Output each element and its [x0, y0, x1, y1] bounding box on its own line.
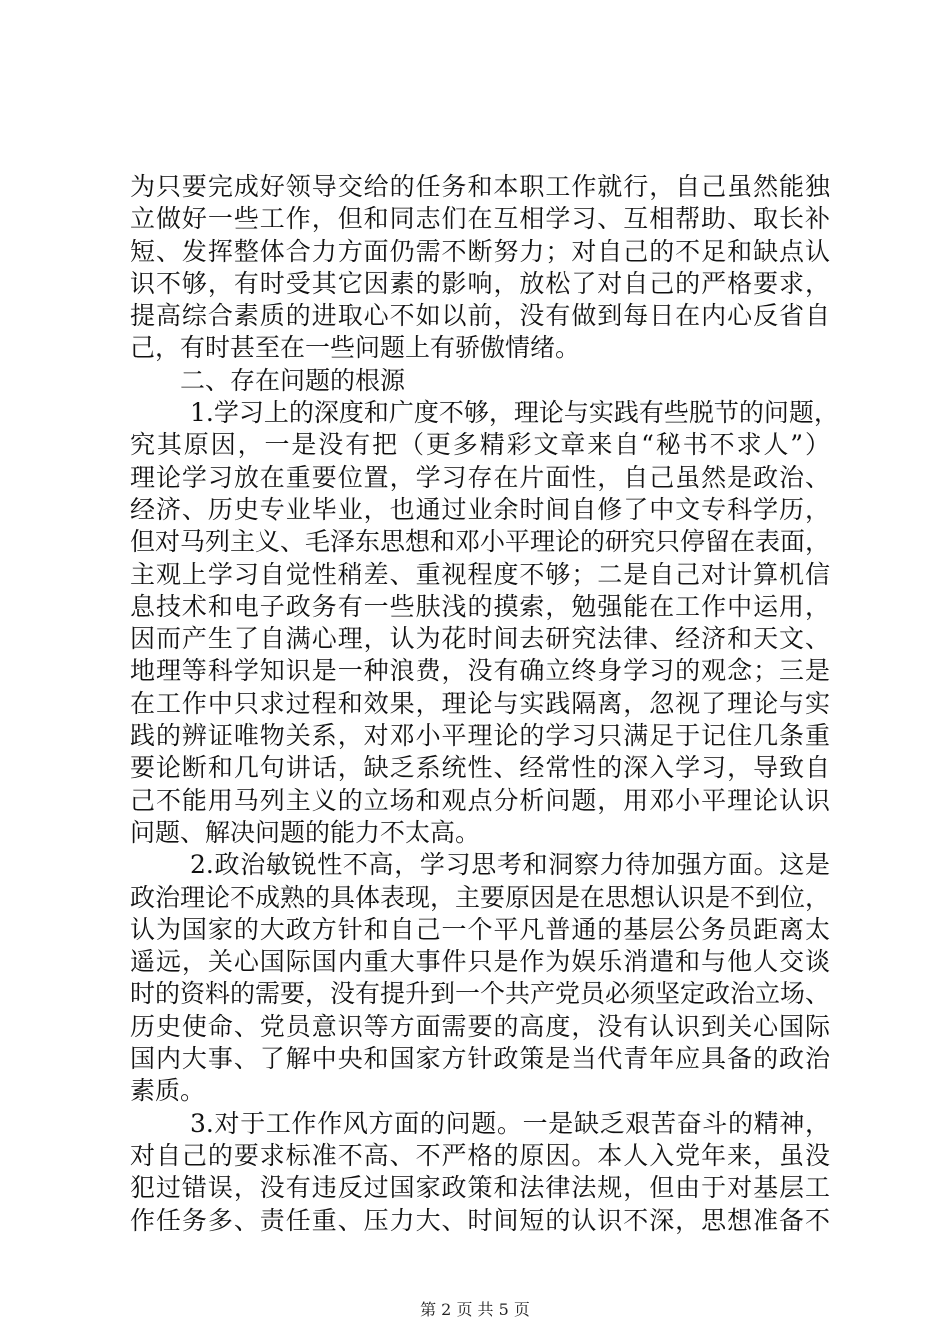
- paragraph-item-2: [130, 849, 830, 1107]
- paragraph-item-1: [130, 397, 839, 849]
- text-line: 究其原因，一是没有把（更多精彩文章来自“秘书不求人”）: [130, 430, 830, 460]
- text-line: 犯过错误，没有违反过国家政策和法律法规，但由于对基层工: [130, 1173, 830, 1203]
- paragraph-self-assessment: [130, 171, 830, 365]
- text-line: 提高综合素质的进取心不如以前，没有做到每日在内心反省自: [130, 301, 830, 331]
- text-line: 但对马列主义、毛泽东思想和邓小平理论的研究只停留在表面，: [130, 527, 831, 557]
- text-line: 短、发挥整体合力方面仍需不断努力；对自己的不足和缺点认: [130, 236, 830, 266]
- text-line: 时的资料的需要，没有提升到一个共产党员必须坚定政治立场、: [130, 979, 831, 1009]
- text-line: 理论学习放在重要位置，学习存在片面性，自己虽然是政治、: [130, 462, 830, 492]
- text-line: 在工作中只求过程和效果，理论与实践隔离，忽视了理论与实: [130, 688, 830, 718]
- text-line: 国内大事、了解中央和国家方针政策是当代青年应具备的政治: [130, 1044, 830, 1074]
- text-line: 己不能用马列主义的立场和观点分析问题，用邓小平理论认识: [130, 785, 830, 815]
- paragraph-item-3: [130, 1108, 830, 1237]
- text-line: 主观上学习自觉性稍差、重视程度不够；二是自己对计算机信: [130, 559, 830, 589]
- text-line: 经济、历史专业毕业，也通过业余时间自修了中文专科学历，: [130, 494, 830, 524]
- text-line: 识不够，有时受其它因素的影响，放松了对自己的严格要求，: [130, 268, 830, 298]
- text-line: 为只要完成好领导交给的任务和本职工作就行，自己虽然能独: [130, 172, 830, 201]
- text-line: 历史使命、党员意识等方面需要的高度，没有认识到关心国际: [130, 1011, 830, 1041]
- text-line: 要论断和几句讲话，缺乏系统性、经常性的深入学习，导致自: [130, 753, 830, 783]
- text-line: 对自己的要求标准不高、不严格的原因。本人入党年来，虽没: [130, 1140, 830, 1170]
- text-line: 问题、解决问题的能力不太高。: [130, 817, 481, 847]
- text-line: 3.对于工作作风方面的问题。一是缺乏艰苦奋斗的精神，: [190, 1108, 830, 1138]
- text-line: 息技术和电子政务有一些肤浅的摸索，勉强能在工作中运用，: [130, 591, 830, 621]
- text-line: 作任务多、责任重、压力大、时间短的认识不深，思想准备不: [130, 1205, 830, 1235]
- text-line: 认为国家的大政方针和自己一个平凡普通的基层公务员距离太: [130, 914, 830, 944]
- text-line: 1.学习上的深度和广度不够，理论与实践有些脱节的问题，: [190, 398, 839, 428]
- text-line: 立做好一些工作，但和同志们在互相学习、互相帮助、取长补: [130, 204, 830, 234]
- text-line: 践的辨证唯物关系，对邓小平理论的学习只满足于记住几条重: [130, 721, 830, 751]
- text-line: 2.政治敏锐性不高，学习思考和洞察力待加强方面。这是: [190, 850, 830, 880]
- text-line: 政治理论不成熟的具体表现，主要原因是在思想认识是不到位，: [130, 882, 831, 912]
- text-line: 因而产生了自满心理，认为花时间去研究法律、经济和天文、: [130, 624, 830, 654]
- text-line: 遥远，关心国际国内重大事件只是作为娱乐消遣和与他人交谈: [130, 947, 830, 977]
- page-number-footer: 第 2 页 共 5 页: [420, 1300, 530, 1319]
- text-line: 己，有时甚至在一些问题上有骄傲情绪。: [130, 333, 581, 363]
- text-line: 素质。: [130, 1076, 206, 1106]
- document-body: [130, 171, 839, 1237]
- section-heading: 二、存在问题的根源: [180, 365, 406, 395]
- text-line: 地理等科学知识是一种浪费，没有确立终身学习的观念；三是: [130, 656, 830, 686]
